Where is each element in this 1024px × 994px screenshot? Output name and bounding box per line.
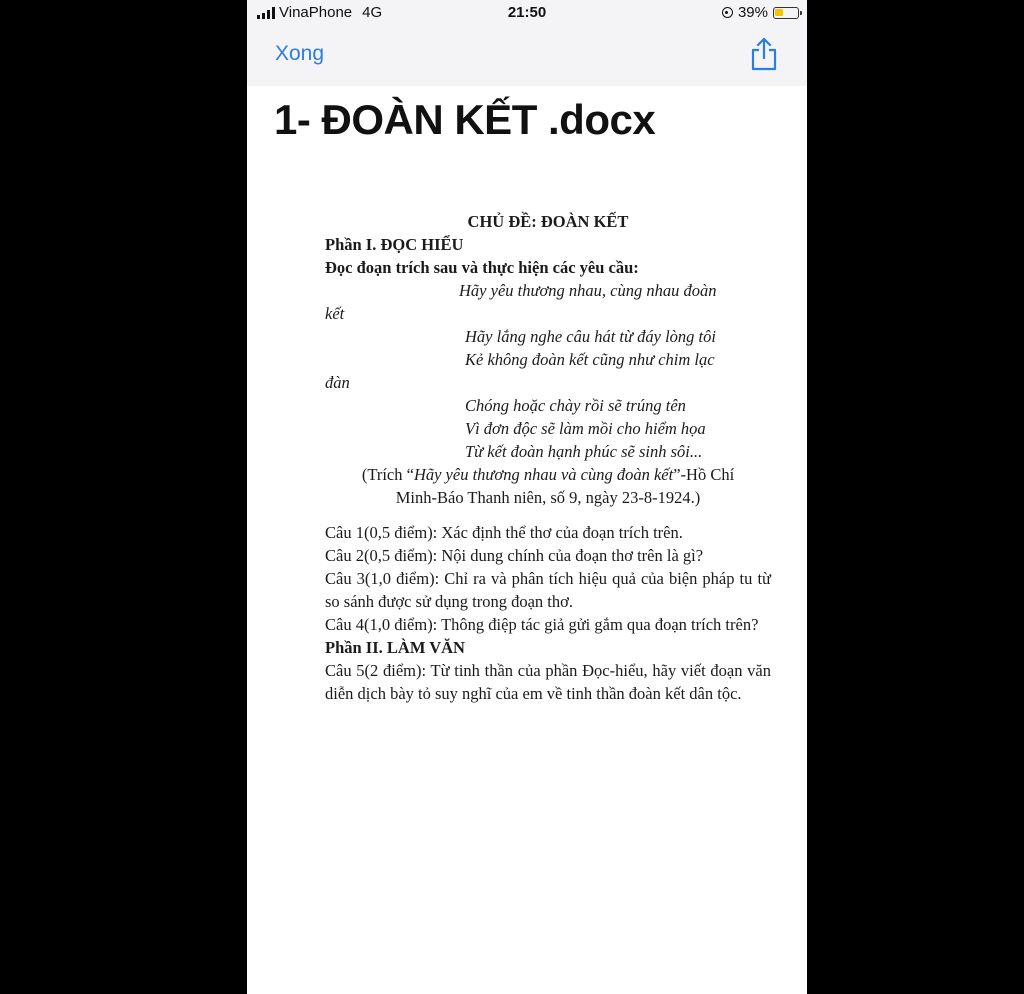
question-3: Câu 3(1,0 điểm): Chỉ ra và phân tích hiệu quả của biện pháp tu từ so sánh được sử dụng trong đoạn thơ. (325, 569, 771, 611)
status-bar (247, 0, 807, 30)
carrier-name: VinaPhone (279, 4, 353, 21)
poem-line: Từ kết đoàn hạnh phúc sẽ sinh sôi... (465, 442, 703, 461)
citation-source: Minh-Báo Thanh niên, số 9, ngày 23-8-1924.) (395, 488, 701, 507)
poem-line: Hãy lắng nghe câu hát từ đáy lòng tôi (465, 327, 716, 346)
poem-line: Kẻ không đoàn kết cũng như chim lạc (465, 350, 715, 369)
poem-line: Vì đơn độc sẽ làm mồi cho hiểm họa (465, 419, 706, 438)
part2-title: Phần II. LÀM VĂN (325, 638, 465, 657)
phone-screen (247, 0, 807, 994)
question-2: Câu 2(0,5 điểm): Nội dung chính của đoạn thơ trên là gì? (325, 546, 704, 565)
status-time: 21:50 (507, 4, 547, 21)
question-1: Câu 1(0,5 điểm): Xác định thể thơ của đoạn trích trên. (325, 523, 683, 542)
citation-work: Hãy yêu thương nhau và cùng đoàn kết (413, 465, 674, 484)
poem-line: Chóng hoặc chày rồi sẽ trúng tên (465, 396, 686, 415)
citation-suffix: ”-Hồ Chí (673, 465, 735, 484)
document-title: 1- ĐOÀN KẾT .docx (274, 96, 656, 143)
poem-line: đàn (325, 373, 350, 392)
battery-fill (775, 9, 783, 16)
document-heading: CHỦ ĐỀ: ĐOÀN KẾT (467, 212, 629, 231)
question-5: Câu 5(2 điểm): Từ tinh thần của phần Đọc-hiểu, hãy viết đoạn văn diễn dịch bày tỏ suy nghĩ của em về tinh thần đoàn kết dân tộc. (325, 661, 771, 703)
part1-title: Phần I. ĐỌC HIỂU (325, 235, 464, 254)
battery-icon (773, 7, 799, 19)
done-button[interactable]: Xong (275, 42, 325, 65)
instruction: Đọc đoạn trích sau và thực hiện các yêu cầu: (325, 258, 639, 277)
poem-line: Hãy yêu thương nhau, cùng nhau đoàn (459, 281, 717, 300)
nav-bar (247, 30, 807, 86)
document-page (325, 210, 771, 705)
share-button[interactable] (749, 36, 779, 72)
network-type: 4G (362, 4, 383, 21)
share-icon (749, 36, 779, 72)
orientation-lock-icon (722, 7, 733, 18)
poem-line: kết (325, 304, 345, 323)
battery-percent: 39% (737, 4, 768, 21)
question-4: Câu 4(1,0 điểm): Thông điệp tác giả gửi gắm qua đoạn trích trên? (325, 615, 759, 634)
citation-prefix: (Trích “ (361, 465, 414, 484)
status-right (722, 4, 799, 21)
citation (325, 463, 771, 486)
